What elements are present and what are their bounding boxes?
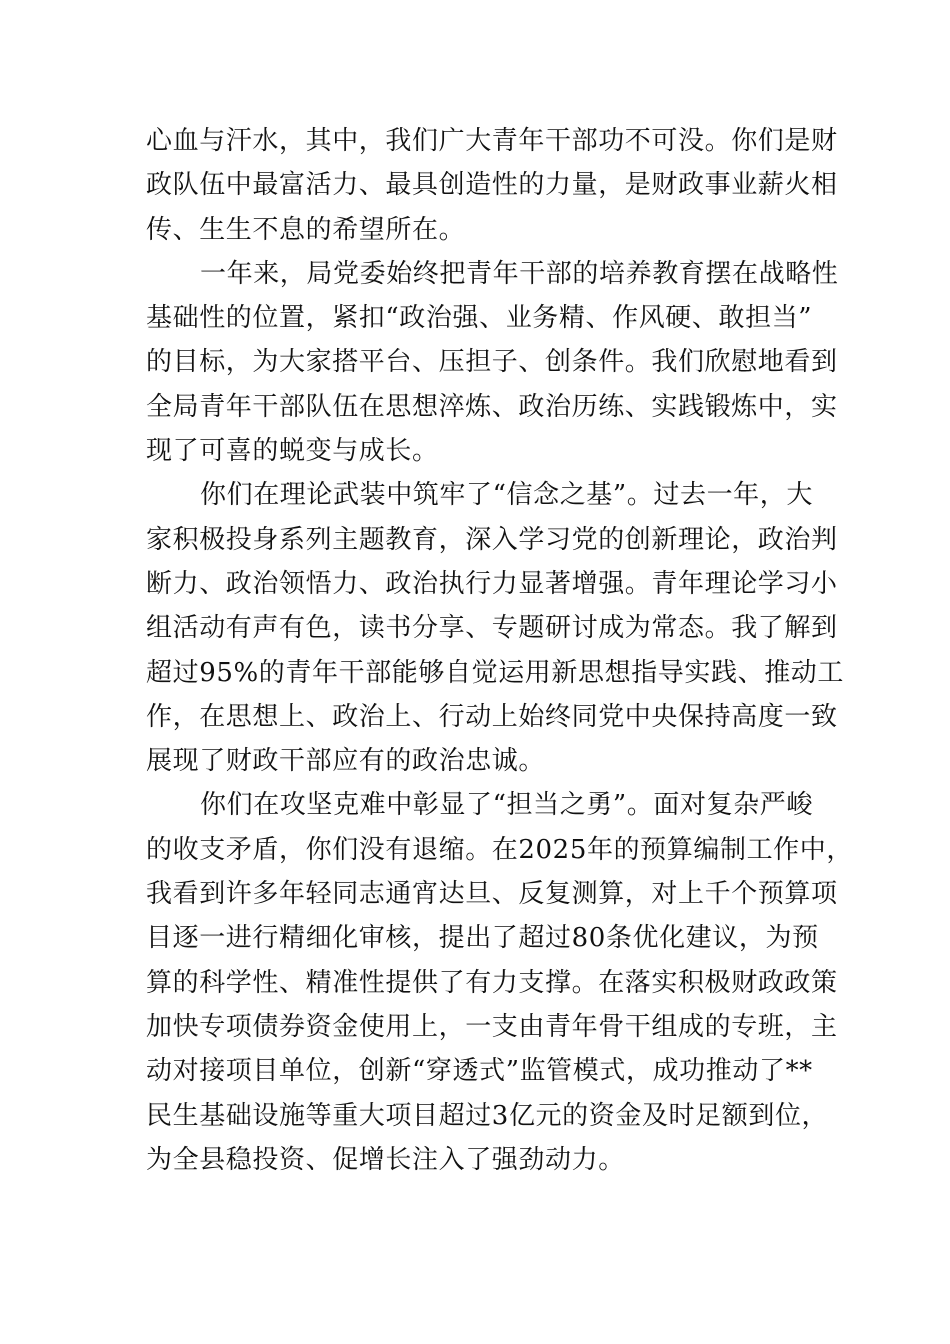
body-text-line: 全局青年干部队伍在思想淬炼、政治历练、实践锻炼中，实 [146, 391, 838, 422]
body-text-line: 一年来，局党委始终把青年干部的培养教育摆在战略性 [200, 258, 839, 289]
body-text-line: 算的科学性、精准性提供了有力支撑。在落实积极财政政策 [146, 967, 838, 998]
body-text-line: 的收支矛盾，你们没有退缩。在2025年的预算编制工作中， [146, 834, 853, 865]
body-text-line: 断力、政治领悟力、政治执行力显著增强。青年理论学习小 [146, 568, 838, 599]
body-text-line: 超过95%的青年干部能够自觉运用新思想指导实践、推动工 [146, 657, 844, 688]
body-text-line: 你们在理论武装中筑牢了“信念之基”。过去一年，大 [200, 480, 813, 511]
body-text-line: 组活动有声有色，读书分享、专题研讨成为常态。我了解到 [146, 613, 838, 644]
body-text-line: 政队伍中最富活力、最具创造性的力量，是财政事业薪火相 [146, 170, 838, 201]
body-text-line: 心血与汗水，其中，我们广大青年干部功不可没。你们是财 [146, 126, 838, 156]
body-text-line: 现了可喜的蜕变与成长。 [146, 436, 439, 467]
body-text-line: 目逐一进行精细化审核，提出了超过80条优化建议，为预 [146, 923, 819, 954]
body-text-line: 动对接项目单位，创新“穿透式”监管模式，成功推动了** [146, 1056, 813, 1087]
body-text-line: 民生基础设施等重大项目超过3亿元的资金及时足额到位， [146, 1100, 829, 1131]
body-text-line: 家积极投身系列主题教育，深入学习党的创新理论，政治判 [146, 524, 838, 555]
body-text-line: 展现了财政干部应有的政治忠诚。 [146, 746, 546, 777]
body-text-line: 基础性的位置，紧扣“政治强、业务精、作风硬、敢担当” [146, 303, 813, 334]
body-text-line: 我看到许多年轻同志通宵达旦、反复测算，对上千个预算项 [146, 879, 838, 910]
body-text-line: 作，在思想上、政治上、行动上始终同党中央保持高度一致 [146, 701, 838, 732]
body-text-line: 为全县稳投资、促增长注入了强劲动力。 [146, 1144, 625, 1175]
body-text-line: 加快专项债券资金使用上，一支由青年骨干组成的专班，主 [146, 1011, 838, 1042]
body-text-line: 的目标，为大家搭平台、压担子、创条件。我们欣慰地看到 [146, 347, 838, 378]
body-text-line: 你们在攻坚克难中彰显了“担当之勇”。面对复杂严峻 [200, 790, 813, 821]
body-text-line: 传、生生不息的希望所在。 [146, 214, 466, 245]
document-body [146, 119, 853, 1182]
